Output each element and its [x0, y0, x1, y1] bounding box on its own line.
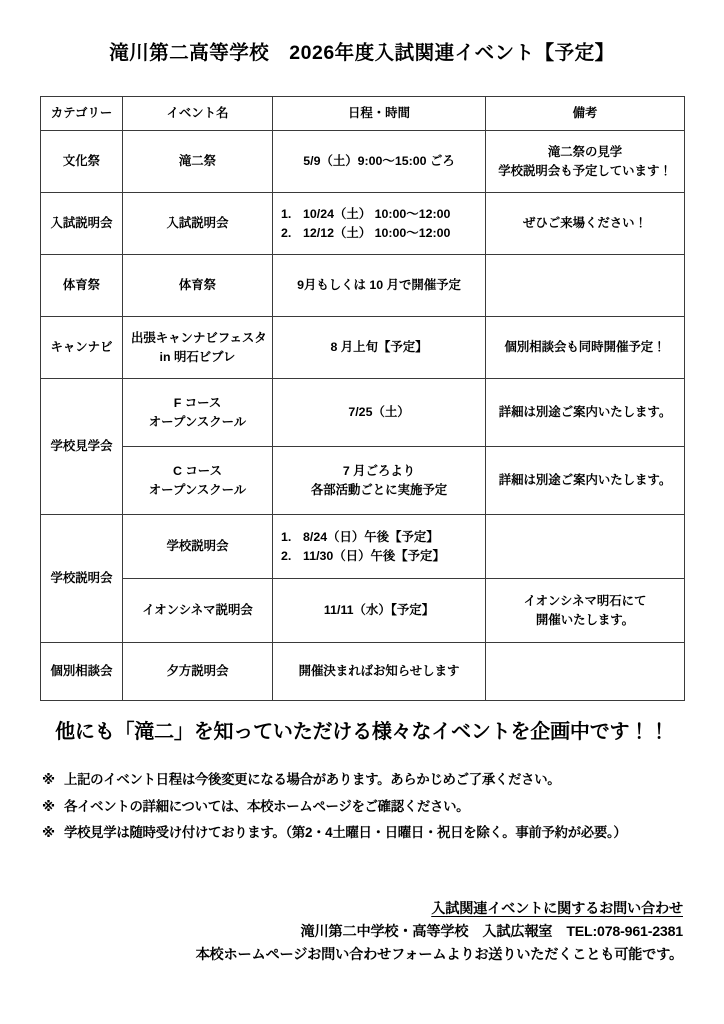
table-row — [41, 379, 685, 447]
date-line — [281, 530, 439, 544]
cell-date-time: 9月もしくは 10 月で開催予定 — [273, 255, 486, 317]
date-list — [281, 205, 477, 243]
date-line: 7 月ごろより — [342, 463, 416, 478]
cell-event-name — [123, 317, 273, 379]
event-name-line: オープンスクール — [148, 482, 247, 497]
cell-event-name: イオンシネマ説明会 — [123, 579, 273, 643]
table-row — [41, 515, 685, 579]
cell-remarks — [486, 643, 685, 701]
date-text: 12/12（土） 10:00～12:00 — [303, 225, 451, 240]
cell-remarks: 詳細は別途ご案内いたします。 — [486, 379, 685, 447]
table-header-row — [41, 97, 685, 131]
date-number: 2. — [281, 548, 292, 563]
note-item — [42, 767, 724, 793]
page-title: 滝川第二高等学校 2026年度入試関連イベント【予定】 — [109, 42, 615, 64]
cell-category: 入試説明会 — [41, 193, 123, 255]
event-name-line: オープンスクール — [148, 414, 247, 429]
cell-remarks: ぜひご来場ください！ — [486, 193, 685, 255]
table-row — [41, 643, 685, 701]
cell-date-time: 開催決まればお知らせします — [273, 643, 486, 701]
event-name-line: 出張キャンナビフェスタ — [131, 330, 267, 345]
contact-heading: 入試関連イベントに関するお問い合わせ — [431, 901, 683, 917]
remark-line: イオンシネマ明石にて — [523, 593, 647, 608]
cell-remarks: 個別相談会も同時開催予定！ — [486, 317, 685, 379]
contact-telephone: TEL:078-961-2381 — [566, 924, 683, 940]
notes-list — [42, 767, 724, 845]
table-row — [41, 447, 685, 515]
header-remarks: 備考 — [486, 97, 685, 131]
remark-line: 開催いたします。 — [535, 612, 635, 627]
cell-date-time: 11/11（水）【予定】 — [273, 579, 486, 643]
cell-event-name: 入試説明会 — [123, 193, 273, 255]
table-row — [41, 579, 685, 643]
cell-remarks — [486, 579, 685, 643]
cell-event-name: 学校説明会 — [123, 515, 273, 579]
cell-date-time — [273, 515, 486, 579]
cell-remarks — [486, 515, 685, 579]
header-date-time: 日程・時間 — [273, 97, 486, 131]
table-row — [41, 131, 685, 193]
cell-category: 個別相談会 — [41, 643, 123, 701]
table-row — [41, 193, 685, 255]
note-item — [42, 794, 724, 820]
contact-department: 入試広報室 — [482, 924, 553, 940]
cell-remarks — [486, 131, 685, 193]
note-text: 上記のイベント日程は今後変更になる場合があります。あらかじめご了承ください。 — [64, 772, 561, 788]
note-text: 各イベントの詳細については、本校ホームページをご確認ください。 — [64, 798, 470, 814]
cell-date-time: 7/25（土） — [273, 379, 486, 447]
note-mark-icon: ※ — [42, 772, 55, 788]
date-line — [281, 207, 450, 221]
cell-event-name: 滝二祭 — [123, 131, 273, 193]
date-number: 1. — [281, 529, 292, 544]
table-row — [41, 255, 685, 317]
date-number: 2. — [281, 225, 292, 240]
date-text: 8/24（日）午後【予定】 — [303, 529, 439, 544]
cell-event-name — [123, 379, 273, 447]
event-name-line: F コース — [173, 395, 222, 410]
table-row — [41, 317, 685, 379]
date-list — [281, 528, 477, 566]
event-schedule-table — [40, 96, 685, 701]
cell-date-time — [273, 193, 486, 255]
date-text: 11/30（日）午後【予定】 — [303, 548, 445, 563]
header-category: カテゴリー — [41, 97, 123, 131]
cell-event-name — [123, 447, 273, 515]
cell-remarks: 詳細は別途ご案内いたします。 — [486, 447, 685, 515]
event-name-line: in 明石ビブレ — [159, 349, 236, 364]
cell-event-name: 夕方説明会 — [123, 643, 273, 701]
note-mark-icon: ※ — [42, 824, 55, 840]
tagline: 他にも「滝二」を知っていただける様々なイベントを企画中です！！ — [55, 721, 669, 744]
remark-line: 滝二祭の見学 — [547, 144, 623, 159]
date-text: 10/24（土） 10:00～12:00 — [303, 206, 451, 221]
note-mark-icon: ※ — [42, 798, 55, 814]
cell-remarks — [486, 255, 685, 317]
header-event-name: イベント名 — [123, 97, 273, 131]
cell-event-name: 体育祭 — [123, 255, 273, 317]
date-line — [281, 549, 445, 563]
date-line — [281, 226, 450, 240]
cell-date-time: 5/9（土）9:00～15:00 ごろ — [273, 131, 486, 193]
cell-date-time: 8 月上旬【予定】 — [273, 317, 486, 379]
date-line: 各部活動ごとに実施予定 — [310, 482, 448, 497]
cell-category: 文化祭 — [41, 131, 123, 193]
cell-category: 体育祭 — [41, 255, 123, 317]
contact-school-name: 滝川第二中学校・高等学校 — [300, 924, 469, 940]
contact-heading-line — [196, 898, 683, 921]
date-number: 1. — [281, 206, 292, 221]
note-item — [42, 820, 724, 846]
contact-footer — [196, 898, 683, 967]
cell-category: 学校見学会 — [41, 379, 123, 515]
cell-category: キャンナビ — [41, 317, 123, 379]
event-name-line: C コース — [173, 463, 222, 478]
remark-line: 学校説明会も予定しています！ — [498, 163, 672, 178]
contact-school-line — [196, 921, 683, 944]
cell-category: 学校説明会 — [41, 515, 123, 643]
schedule-table-wrapper — [40, 96, 684, 701]
contact-note: 本校ホームページお問い合わせフォームよりお送りいただくことも可能です。 — [195, 947, 683, 963]
cell-date-time — [273, 447, 486, 515]
note-text: 学校見学は随時受け付けております。（第2・4土曜日・日曜日・祝日を除く。事前予約が必要。） — [64, 824, 627, 840]
